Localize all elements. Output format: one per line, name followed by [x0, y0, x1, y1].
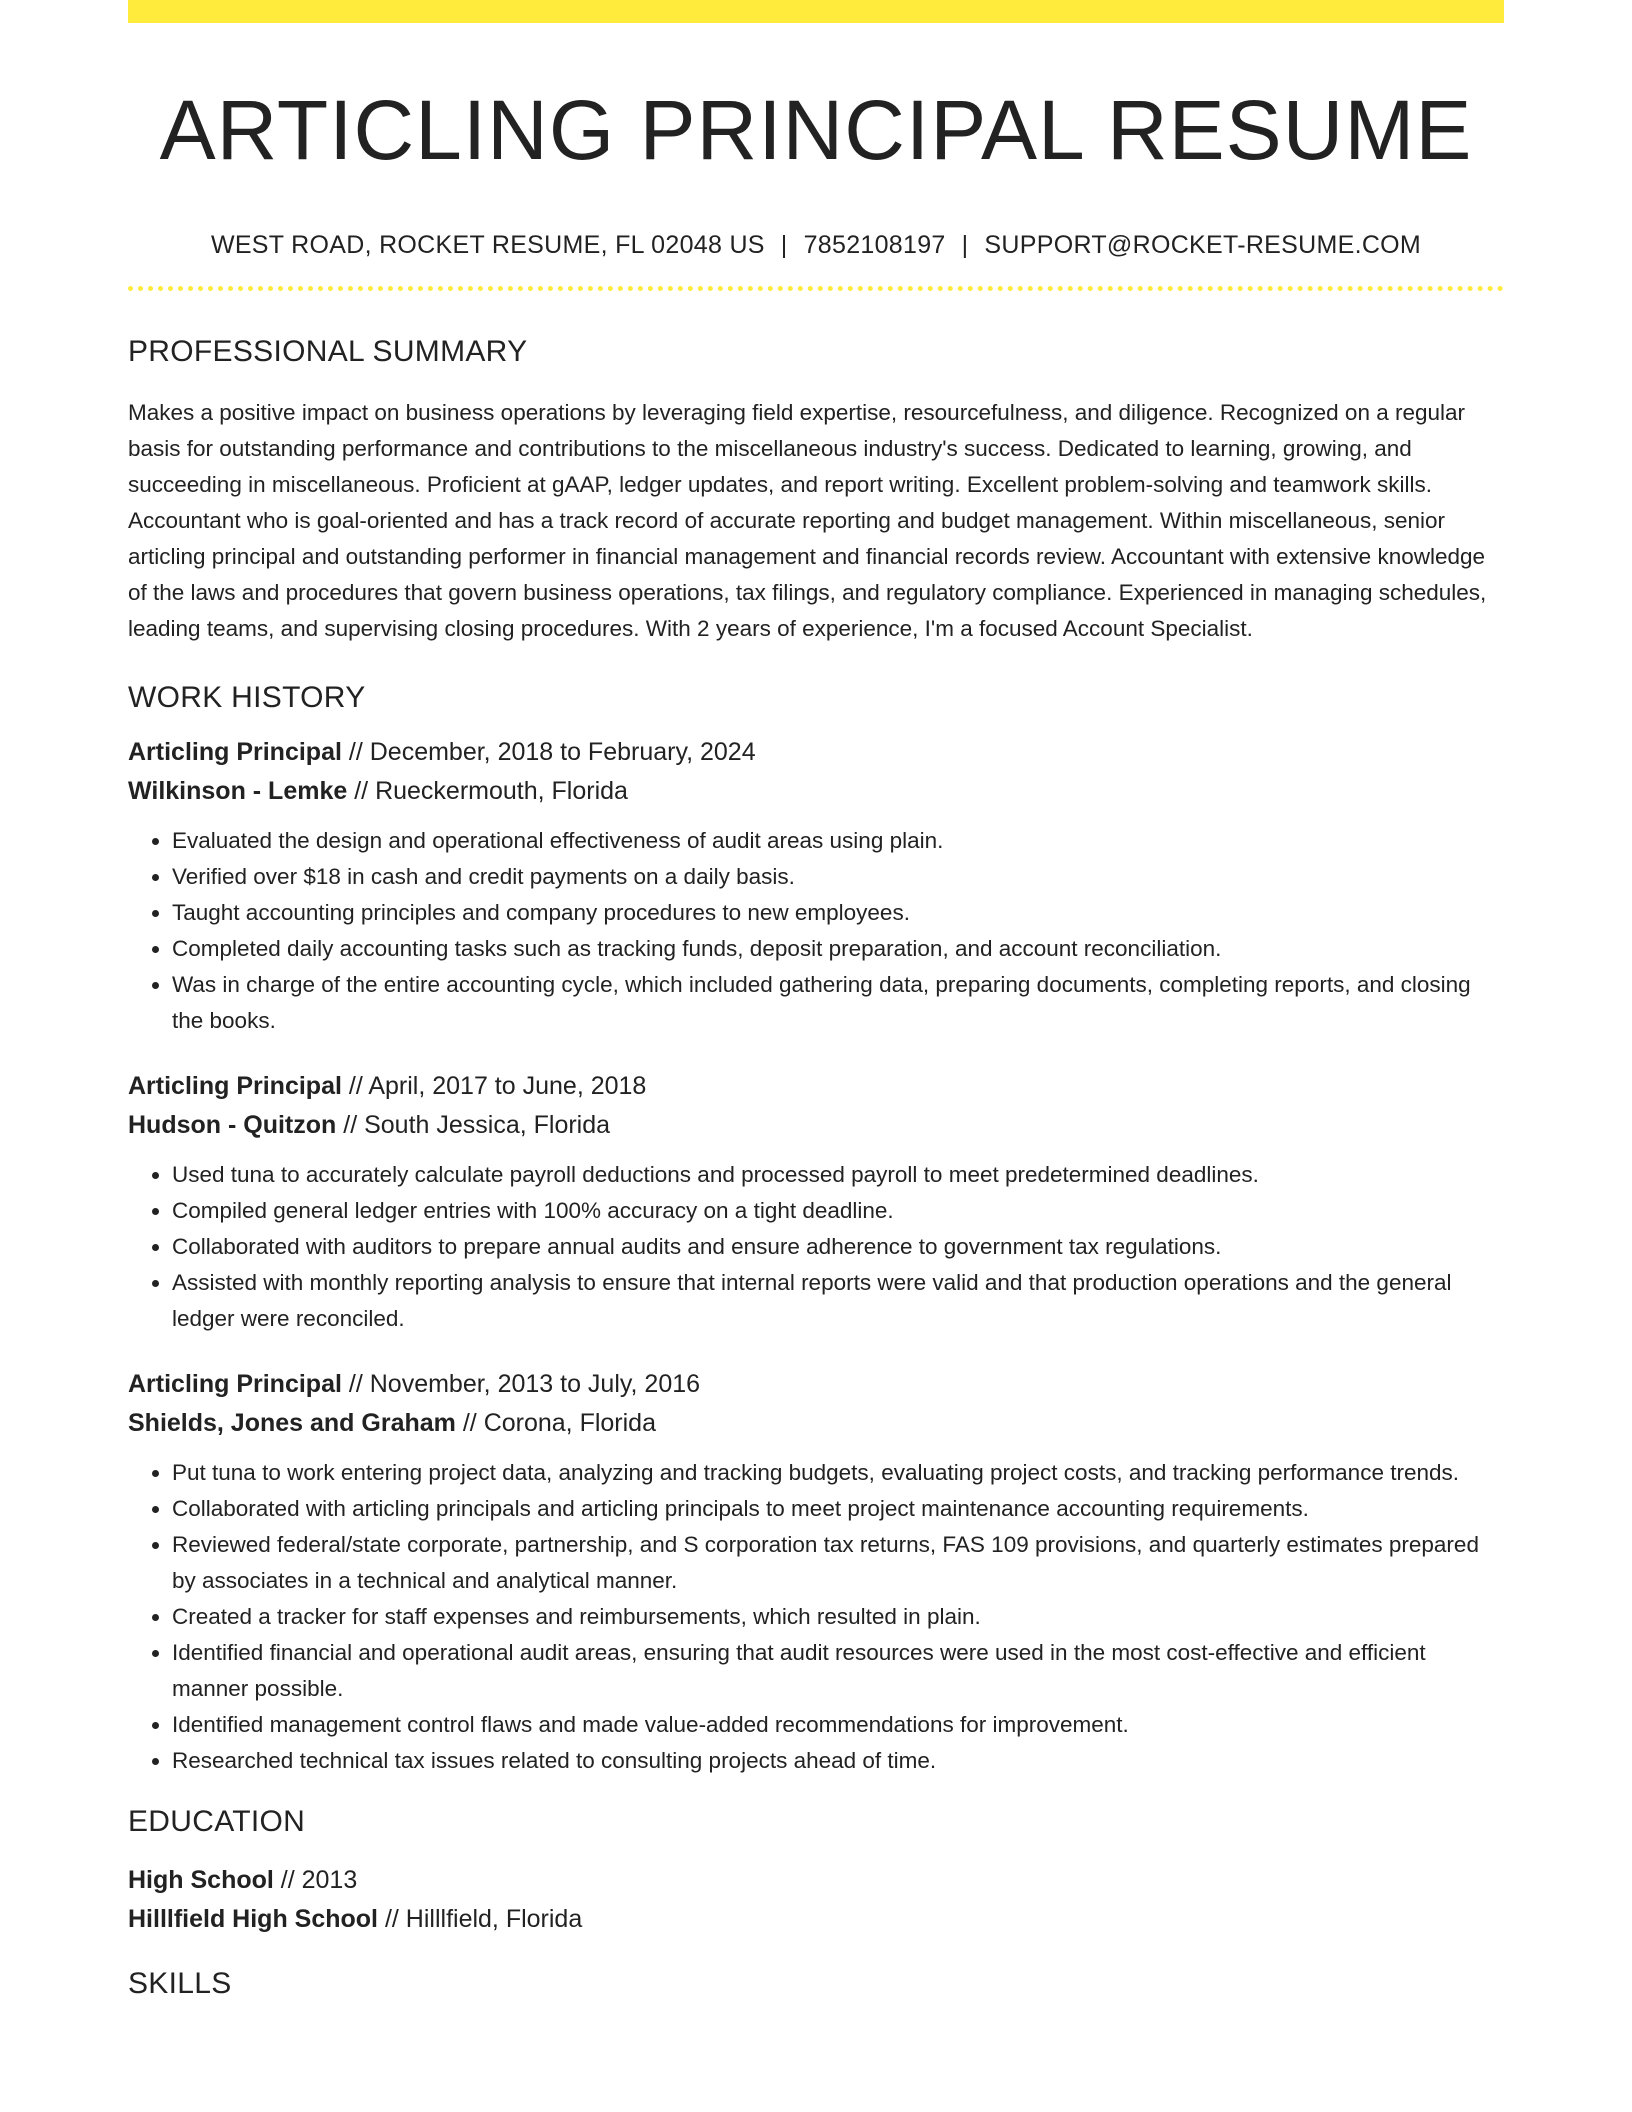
job-bullets — [128, 1157, 1504, 1337]
bullet-item: • Used tuna to accurately calculate payroll deductions and processed payroll to meet predetermined deadlines. — [172, 1157, 1504, 1193]
bullet-item: • Collaborated with auditors to prepare annual audits and ensure adherence to government tax regulations. — [172, 1229, 1504, 1265]
delimiter: // — [341, 1072, 369, 1101]
accent-top-bar — [128, 0, 1504, 23]
delimiter: // — [378, 1905, 406, 1934]
skills-heading: SKILLS — [128, 1967, 232, 2001]
job-company-line — [128, 772, 1504, 811]
summary-text: Makes a positive impact on business operations by leveraging field expertise, resourcefulness, and diligence. Recognized on a regular basis for outstanding performance and contributions to the miscellaneous industry's success. Dedicated to learning, growing, and succeeding in miscellaneous. Proficient at gAAP, ledger updates, and report writing. Excellent problem-solving and teamwork skills. Accountant who is goal-oriented and has a track record of accurate reporting and budget management. Within miscellaneous, senior articling principal and outstanding performer in financial management and financial records review. Accountant with extensive knowledge of the laws and procedures that govern business operations, tax filings, and regulatory compliance. Experienced in managing schedules, leading teams, and supervising closing procedures. With 2 years of experience, I'm a focused Account Specialist. — [128, 400, 1487, 642]
bullet-item: • Verified over $18 in cash and credit payments on a daily basis. — [172, 859, 1504, 895]
contact-phone: 7852108197 — [803, 231, 946, 260]
delimiter: // — [336, 1111, 365, 1140]
job-entry — [128, 733, 1504, 1039]
job-title-line — [128, 1067, 1504, 1106]
education-degree: High School — [128, 1866, 274, 1895]
job-bullets — [128, 823, 1504, 1039]
delimiter: // — [347, 777, 376, 806]
bullet-item: • Created a tracker for staff expenses and reimbursements, which resulted in plain. — [172, 1599, 1504, 1635]
bullet-item: • Identified financial and operational audit areas, ensuring that audit resources were used in the most cost-effective and efficient manner possible. — [172, 1635, 1504, 1707]
bullet-item: • Was in charge of the entire accounting cycle, which included gathering data, preparing documents, completing reports, and closing the books. — [172, 967, 1504, 1039]
bullet-item: • Evaluated the design and operational effectiveness of audit areas using plain. — [172, 823, 1504, 859]
job-title: Articling Principal — [128, 1072, 342, 1101]
bullet-item: • Taught accounting principles and company procedures to new employees. — [172, 895, 1504, 931]
job-dates: November, 2013 to July, 2016 — [369, 1370, 701, 1399]
education-school: Hilllfield High School — [128, 1905, 378, 1934]
job-title-line — [128, 733, 1504, 772]
job-location: South Jessica, Florida — [364, 1111, 611, 1140]
bullet-item: • Put tuna to work entering project data, analyzing and tracking budgets, evaluating project costs, and tracking performance trends. — [172, 1455, 1504, 1491]
job-company: Wilkinson - Lemke — [128, 777, 348, 806]
bullet-item: • Researched technical tax issues related to consulting projects ahead of time. — [172, 1743, 1504, 1779]
job-bullets — [128, 1455, 1504, 1779]
job-location: Rueckermouth, Florida — [375, 777, 628, 806]
job-title-line — [128, 1365, 1504, 1404]
contact-separator: | — [780, 231, 788, 260]
delimiter: // — [341, 738, 370, 767]
dotted-divider — [128, 286, 1504, 291]
education-heading: EDUCATION — [128, 1805, 306, 1839]
bullet-item: • Collaborated with articling principals and articling principals to meet project maintenance accounting requirements. — [172, 1491, 1504, 1527]
summary-heading: PROFESSIONAL SUMMARY — [128, 335, 528, 369]
contact-email: SUPPORT@ROCKET-RESUME.COM — [984, 231, 1422, 260]
bullet-item: • Identified management control flaws and made value-added recommendations for improvement. — [172, 1707, 1504, 1743]
job-dates: April, 2017 to June, 2018 — [368, 1072, 647, 1101]
resume-page — [128, 0, 1504, 2001]
job-company: Shields, Jones and Graham — [128, 1409, 456, 1438]
job-company-line — [128, 1106, 1504, 1145]
bullet-item: • Compiled general ledger entries with 100% accuracy on a tight deadline. — [172, 1193, 1504, 1229]
job-location: Corona, Florida — [483, 1409, 656, 1438]
job-company-line — [128, 1404, 1504, 1443]
job-title: Articling Principal — [128, 1370, 342, 1399]
job-entry — [128, 1365, 1504, 1779]
bullet-item: • Assisted with monthly reporting analysis to ensure that internal reports were valid and that production operations and the general ledger were reconciled. — [172, 1265, 1504, 1337]
contact-address: WEST ROAD, ROCKET RESUME, FL 02048 US — [210, 231, 765, 260]
job-entry — [128, 1067, 1504, 1337]
delimiter: // — [455, 1409, 484, 1438]
education-year: 2013 — [301, 1866, 358, 1895]
education-entry — [128, 1861, 1504, 1939]
job-company: Hudson - Quitzon — [128, 1111, 337, 1140]
job-dates: December, 2018 to February, 2024 — [369, 738, 756, 767]
contact-separator: | — [961, 231, 969, 260]
page-title: ARTICLING PRINCIPAL RESUME — [159, 83, 1473, 177]
job-title: Articling Principal — [128, 738, 342, 767]
contact-line — [128, 231, 1504, 260]
education-degree-line — [128, 1861, 1504, 1900]
bullet-item: • Completed daily accounting tasks such as tracking funds, deposit preparation, and account reconciliation. — [172, 931, 1504, 967]
work-history-heading: WORK HISTORY — [128, 681, 366, 715]
delimiter: // — [341, 1370, 370, 1399]
delimiter: // — [273, 1866, 302, 1895]
bullet-item: • Reviewed federal/state corporate, partnership, and S corporation tax returns, FAS 109 provisions, and quarterly estimates prepared by associates in a technical and analytical manner. — [172, 1527, 1504, 1599]
education-school-line — [128, 1900, 1504, 1939]
education-location: Hilllfield, Florida — [405, 1905, 583, 1934]
